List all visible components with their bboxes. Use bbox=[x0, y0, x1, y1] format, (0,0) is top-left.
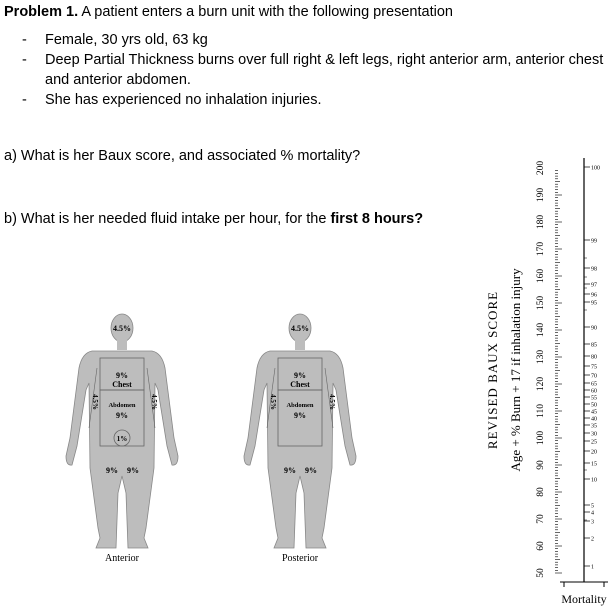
list-item: - Female, 30 yrs old, 63 kg bbox=[22, 32, 208, 48]
nomogram-title: REVISED BAUX SCORE bbox=[485, 290, 500, 450]
posterior-chest-pct: 9% bbox=[294, 371, 306, 380]
problem-label: Problem 1. bbox=[4, 4, 79, 20]
mortality-ticks bbox=[584, 165, 600, 570]
mortality-tick-label: 1 bbox=[591, 564, 594, 571]
anterior-abdomen-pct: 9% bbox=[116, 411, 128, 420]
mortality-tick-label: 15 bbox=[591, 461, 597, 468]
posterior-leg-right-pct: 9% bbox=[305, 466, 317, 475]
problem-intro: A patient enters a burn unit with the following presentation bbox=[78, 4, 453, 20]
baux-tick-label: 200 bbox=[536, 160, 546, 176]
anterior-groin-pct: 1% bbox=[116, 435, 128, 443]
mortality-tick-label: 60 bbox=[591, 388, 597, 395]
baux-tick-label: 100 bbox=[536, 430, 546, 446]
mortality-tick-label: 35 bbox=[591, 423, 597, 430]
anterior-chest-pct: 9% bbox=[116, 371, 128, 380]
baux-tick-label: 150 bbox=[536, 295, 546, 311]
mortality-tick-label: 65 bbox=[591, 381, 597, 388]
posterior-leg-left-pct: 9% bbox=[284, 466, 296, 475]
anterior-leg-right-pct: 9% bbox=[127, 466, 139, 475]
mortality-tick-label: 20 bbox=[591, 449, 597, 456]
mortality-tick-label: 80 bbox=[591, 354, 597, 361]
posterior-abdomen-pct: 9% bbox=[294, 411, 306, 420]
list-item: - She has experienced no inhalation injuries. bbox=[22, 92, 322, 108]
mortality-tick-label: 2 bbox=[591, 536, 594, 543]
bullet-text: Female, 30 yrs old, 63 kg bbox=[45, 32, 208, 48]
mortality-tick-label: 30 bbox=[591, 431, 597, 438]
baux-tick-label: 80 bbox=[536, 487, 546, 497]
baux-score-ticks bbox=[536, 161, 562, 578]
mortality-tick-label: 5 bbox=[591, 503, 594, 510]
anterior-chest-label: Chest bbox=[112, 380, 132, 389]
posterior-figure bbox=[244, 314, 356, 548]
mortality-tick-label: 96 bbox=[591, 292, 597, 299]
mortality-axis-label: Mortality bbox=[561, 592, 607, 606]
posterior-chest-label: Chest bbox=[290, 380, 310, 389]
anterior-caption: Anterior bbox=[105, 553, 139, 564]
mortality-tick-label: 99 bbox=[591, 238, 597, 245]
anterior-abdomen-label: Abdomen bbox=[108, 402, 136, 409]
posterior-arm-right-pct: 4.5% bbox=[328, 394, 336, 410]
posterior-arm-left-pct: 4.5% bbox=[269, 394, 277, 410]
mortality-tick-label: 98 bbox=[591, 266, 597, 273]
mortality-tick-label: 75 bbox=[591, 364, 597, 371]
anterior-figure bbox=[66, 314, 178, 548]
mortality-tick-label: 70 bbox=[591, 373, 597, 380]
anterior-arm-right-pct: 4.5% bbox=[150, 394, 158, 410]
baux-tick-label: 90 bbox=[536, 460, 546, 470]
baux-tick-label: 50 bbox=[536, 568, 546, 578]
baux-tick-label: 110 bbox=[536, 404, 546, 418]
bullet-text: She has experienced no inhalation injuries. bbox=[45, 92, 322, 108]
anterior-head-pct: 4.5% bbox=[113, 324, 131, 333]
mortality-tick-label: 3 bbox=[591, 519, 594, 526]
posterior-abdomen-label: Abdomen bbox=[286, 402, 314, 409]
baux-tick-label: 60 bbox=[536, 541, 546, 551]
question-b-text: b) What is her needed fluid intake per hour, for the bbox=[4, 211, 331, 227]
mortality-tick-label: 100 bbox=[591, 165, 600, 172]
mortality-tick-label: 55 bbox=[591, 395, 597, 402]
mortality-tick-label: 97 bbox=[591, 282, 597, 289]
baux-tick-label: 130 bbox=[536, 349, 546, 365]
baux-tick-label: 120 bbox=[536, 376, 546, 392]
mortality-tick-label: 4 bbox=[591, 510, 594, 517]
question-b-bold: first 8 hours? bbox=[330, 211, 424, 227]
baux-tick-label: 190 bbox=[536, 187, 546, 203]
bullet-text: Deep Partial Thickness burns over full right & left legs, right anterior arm, anterior chest and anterior abdomen. bbox=[45, 52, 604, 88]
list-item: - Deep Partial Thickness burns over full right & left legs, right anterior arm, anterior chest and anterior abdomen. bbox=[22, 52, 604, 88]
nomogram-subtitle: Age + % Burn + 17 if inhalation injury bbox=[508, 268, 523, 472]
baux-tick-label: 170 bbox=[536, 241, 546, 257]
mortality-tick-label: 50 bbox=[591, 402, 597, 409]
mortality-tick-label: 10 bbox=[591, 477, 597, 484]
mortality-tick-label: 95 bbox=[591, 300, 597, 307]
mortality-tick-label: 45 bbox=[591, 409, 597, 416]
anterior-leg-left-pct: 9% bbox=[106, 466, 118, 475]
posterior-caption: Posterior bbox=[281, 553, 319, 564]
baux-tick-label: 160 bbox=[536, 268, 546, 284]
baux-tick-label: 70 bbox=[536, 514, 546, 524]
mortality-tick-label: 90 bbox=[591, 325, 597, 332]
mortality-tick-label: 40 bbox=[591, 416, 597, 423]
baux-tick-label: 140 bbox=[536, 322, 546, 338]
question-a: a) What is her Baux score, and associated % mortality? bbox=[4, 148, 361, 164]
anterior-arm-left-pct: 4.5% bbox=[91, 394, 99, 410]
posterior-head-pct: 4.5% bbox=[291, 324, 309, 333]
mortality-tick-label: 25 bbox=[591, 439, 597, 446]
baux-nomogram bbox=[485, 158, 608, 606]
mortality-tick-label: 85 bbox=[591, 342, 597, 349]
baux-tick-label: 180 bbox=[536, 214, 546, 230]
